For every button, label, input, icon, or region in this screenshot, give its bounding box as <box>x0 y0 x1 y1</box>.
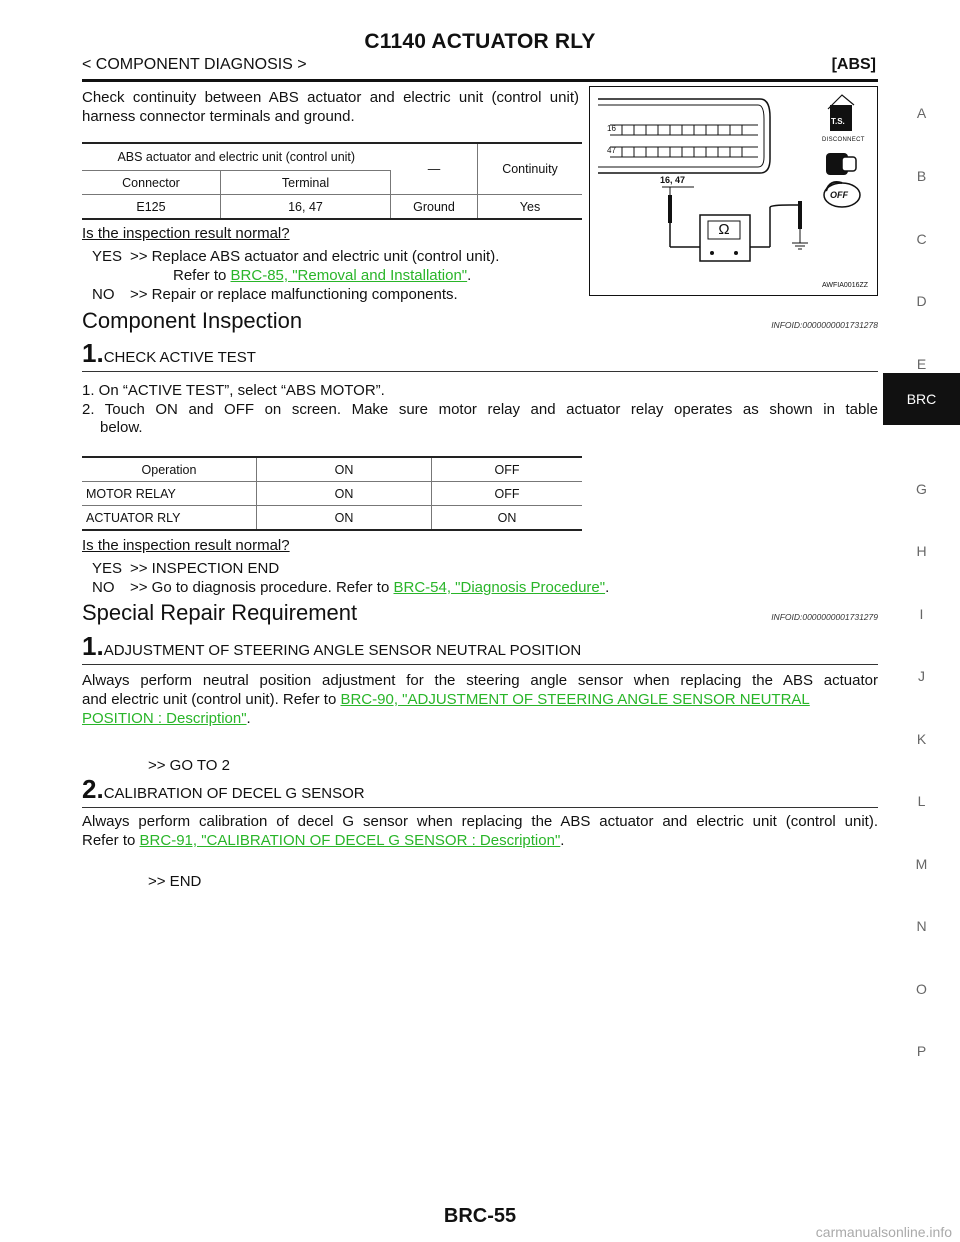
step2-text-b: Refer to BRC-91, "CALIBRATION OF DECEL G SENSOR : Description". <box>82 832 565 849</box>
result1-yes <box>92 247 499 266</box>
diagnosis-procedure-link[interactable]: BRC-54, "Diagnosis Procedure" <box>393 579 606 596</box>
cell-operation: MOTOR RELAY <box>82 482 257 506</box>
tab-n[interactable]: N <box>916 918 927 934</box>
infoid: INFOID:0000000001731279 <box>771 612 878 622</box>
instruction-2a: 2. Touch ON and OFF on screen. Make sure motor relay and actuator relay operates as shown in table <box>82 401 878 418</box>
header-rule <box>82 79 878 82</box>
steering-angle-link-cont[interactable]: POSITION : Description" <box>82 710 247 727</box>
step-header <box>82 774 878 808</box>
step1-text-a: Always perform neutral position adjustment for the steering angle sensor when replacing the ABS actuator <box>82 672 878 689</box>
yes-key: YES <box>92 248 123 265</box>
tab-k[interactable]: K <box>916 731 927 747</box>
terminal-header: Terminal <box>221 171 391 195</box>
tab-d[interactable]: D <box>916 293 927 309</box>
yes-text: >> INSPECTION END <box>130 560 280 577</box>
cell-off: ON <box>497 510 517 525</box>
cell-ground: Ground <box>391 195 478 219</box>
cell-operation: ACTUATOR RLY <box>82 506 257 530</box>
ohm-icon: Ω <box>718 221 730 238</box>
tab-m[interactable]: M <box>915 856 928 872</box>
tab-h[interactable]: H <box>916 543 927 559</box>
step1-text-c: POSITION : Description". <box>82 710 251 727</box>
instruction-2b: below. <box>100 419 143 436</box>
cell-on: ON <box>257 482 432 506</box>
steering-angle-link[interactable]: BRC-90, "ADJUSTMENT OF STEERING ANGLE SENSOR NEUTRAL <box>340 691 810 708</box>
no-text: >> Repair or replace malfunctioning components. <box>130 286 458 303</box>
refer-text: Refer to <box>173 267 227 284</box>
step-title: ADJUSTMENT OF STEERING ANGLE SENSOR NEUTRAL POSITION <box>103 642 582 659</box>
table-row <box>82 506 582 530</box>
tab-o[interactable]: O <box>916 981 927 997</box>
tab-p[interactable]: P <box>916 1043 927 1059</box>
header-operation: Operation <box>82 458 257 482</box>
instruction-1: 1. On “ACTIVE TEST”, select “ABS MOTOR”. <box>82 382 385 399</box>
step-number: 2. <box>82 774 104 804</box>
result2-question: Is the inspection result normal? <box>82 537 290 554</box>
page-number: BRC-55 <box>443 1205 517 1227</box>
terminal-47-label: 47 <box>607 146 616 155</box>
cell-terminal: 16, 47 <box>221 195 391 219</box>
tab-l[interactable]: L <box>917 793 926 809</box>
intro-text: Check continuity between ABS actuator and electric unit (control unit) harness connector terminals and ground. <box>82 89 579 125</box>
step1-text-b <box>82 690 878 709</box>
table-row <box>82 195 582 219</box>
tab-c[interactable]: C <box>916 231 927 247</box>
active-test-table <box>82 456 582 531</box>
continuity-table <box>82 142 582 220</box>
component-inspection-title: Component Inspection <box>82 308 303 333</box>
tab-i[interactable]: I <box>919 606 924 622</box>
result1-refer: Refer to BRC-85, "Removal and Installation". <box>173 267 472 284</box>
terminal-16-label: 16 <box>607 124 616 133</box>
disconnect-label: DISCONNECT <box>822 137 865 143</box>
no-key: NO <box>92 286 115 303</box>
step-title: CALIBRATION OF DECEL G SENSOR <box>103 785 365 802</box>
continuity-header: Continuity <box>478 144 583 195</box>
no-text: >> Go to diagnosis procedure. Refer to <box>130 579 390 596</box>
connector-header: Connector <box>82 171 221 195</box>
page-title: C1140 ACTUATOR RLY <box>364 30 596 53</box>
no-key: NO <box>92 579 115 596</box>
special-repair-heading <box>82 600 878 626</box>
header-on: ON <box>257 458 432 482</box>
cell-continuity: Yes <box>519 199 541 214</box>
step1-refer: and electric unit (control unit). Refer to <box>82 691 337 708</box>
tab-b[interactable]: B <box>916 168 927 184</box>
tab-g[interactable]: G <box>916 481 927 497</box>
step-header <box>82 338 878 372</box>
dash-header: — <box>427 162 441 176</box>
group-header: ABS actuator and electric unit (control unit) <box>117 150 356 164</box>
off-label: OFF <box>830 190 848 200</box>
step-number: 1. <box>82 631 104 661</box>
result1-no <box>92 285 458 304</box>
tab-j[interactable]: J <box>918 668 925 684</box>
system-label: [ABS] <box>831 56 876 73</box>
infoid: INFOID:0000000001731278 <box>771 320 878 330</box>
result1-question: Is the inspection result normal? <box>82 225 290 242</box>
cell-off: OFF <box>494 486 520 501</box>
step-number: 1. <box>82 338 104 368</box>
step2-refer: Refer to <box>82 832 136 849</box>
figure-code: AWFIA0016ZZ <box>822 282 869 289</box>
goto-2: >> GO TO 2 <box>148 757 230 774</box>
cell-on: ON <box>257 506 432 530</box>
result2-yes <box>92 559 279 578</box>
table-row <box>82 482 582 506</box>
end-label: >> END <box>148 873 202 890</box>
removal-installation-link[interactable]: BRC-85, "Removal and Installation" <box>230 267 468 284</box>
yes-key: YES <box>92 560 123 577</box>
section-label: < COMPONENT DIAGNOSIS > <box>82 56 307 73</box>
step-header <box>82 631 878 665</box>
tab-a[interactable]: A <box>916 105 927 121</box>
ts-label: T.S. <box>831 117 845 126</box>
tab-e[interactable]: E <box>916 356 927 372</box>
header-off: OFF <box>494 462 520 477</box>
tab-brc[interactable]: BRC <box>883 373 960 425</box>
step-title: CHECK ACTIVE TEST <box>103 349 256 366</box>
component-inspection-heading <box>82 308 878 334</box>
probe-label: 16, 47 <box>660 175 686 185</box>
connector-figure <box>589 86 878 296</box>
result2-no: NO >> Go to diagnosis procedure. Refer to BRC-54, "Diagnosis Procedure". <box>92 579 610 596</box>
cell-connector: E125 <box>82 195 221 219</box>
step2-text-a: Always perform calibration of decel G sensor when replacing the ABS actuator and electric unit (control unit). <box>82 813 878 830</box>
decel-g-link[interactable]: BRC-91, "CALIBRATION OF DECEL G SENSOR : Description" <box>139 832 561 849</box>
watermark: carmanualsonline.info <box>815 1224 952 1240</box>
yes-text: >> Replace ABS actuator and electric unit (control unit). <box>130 248 500 265</box>
special-repair-title: Special Repair Requirement <box>82 600 358 625</box>
